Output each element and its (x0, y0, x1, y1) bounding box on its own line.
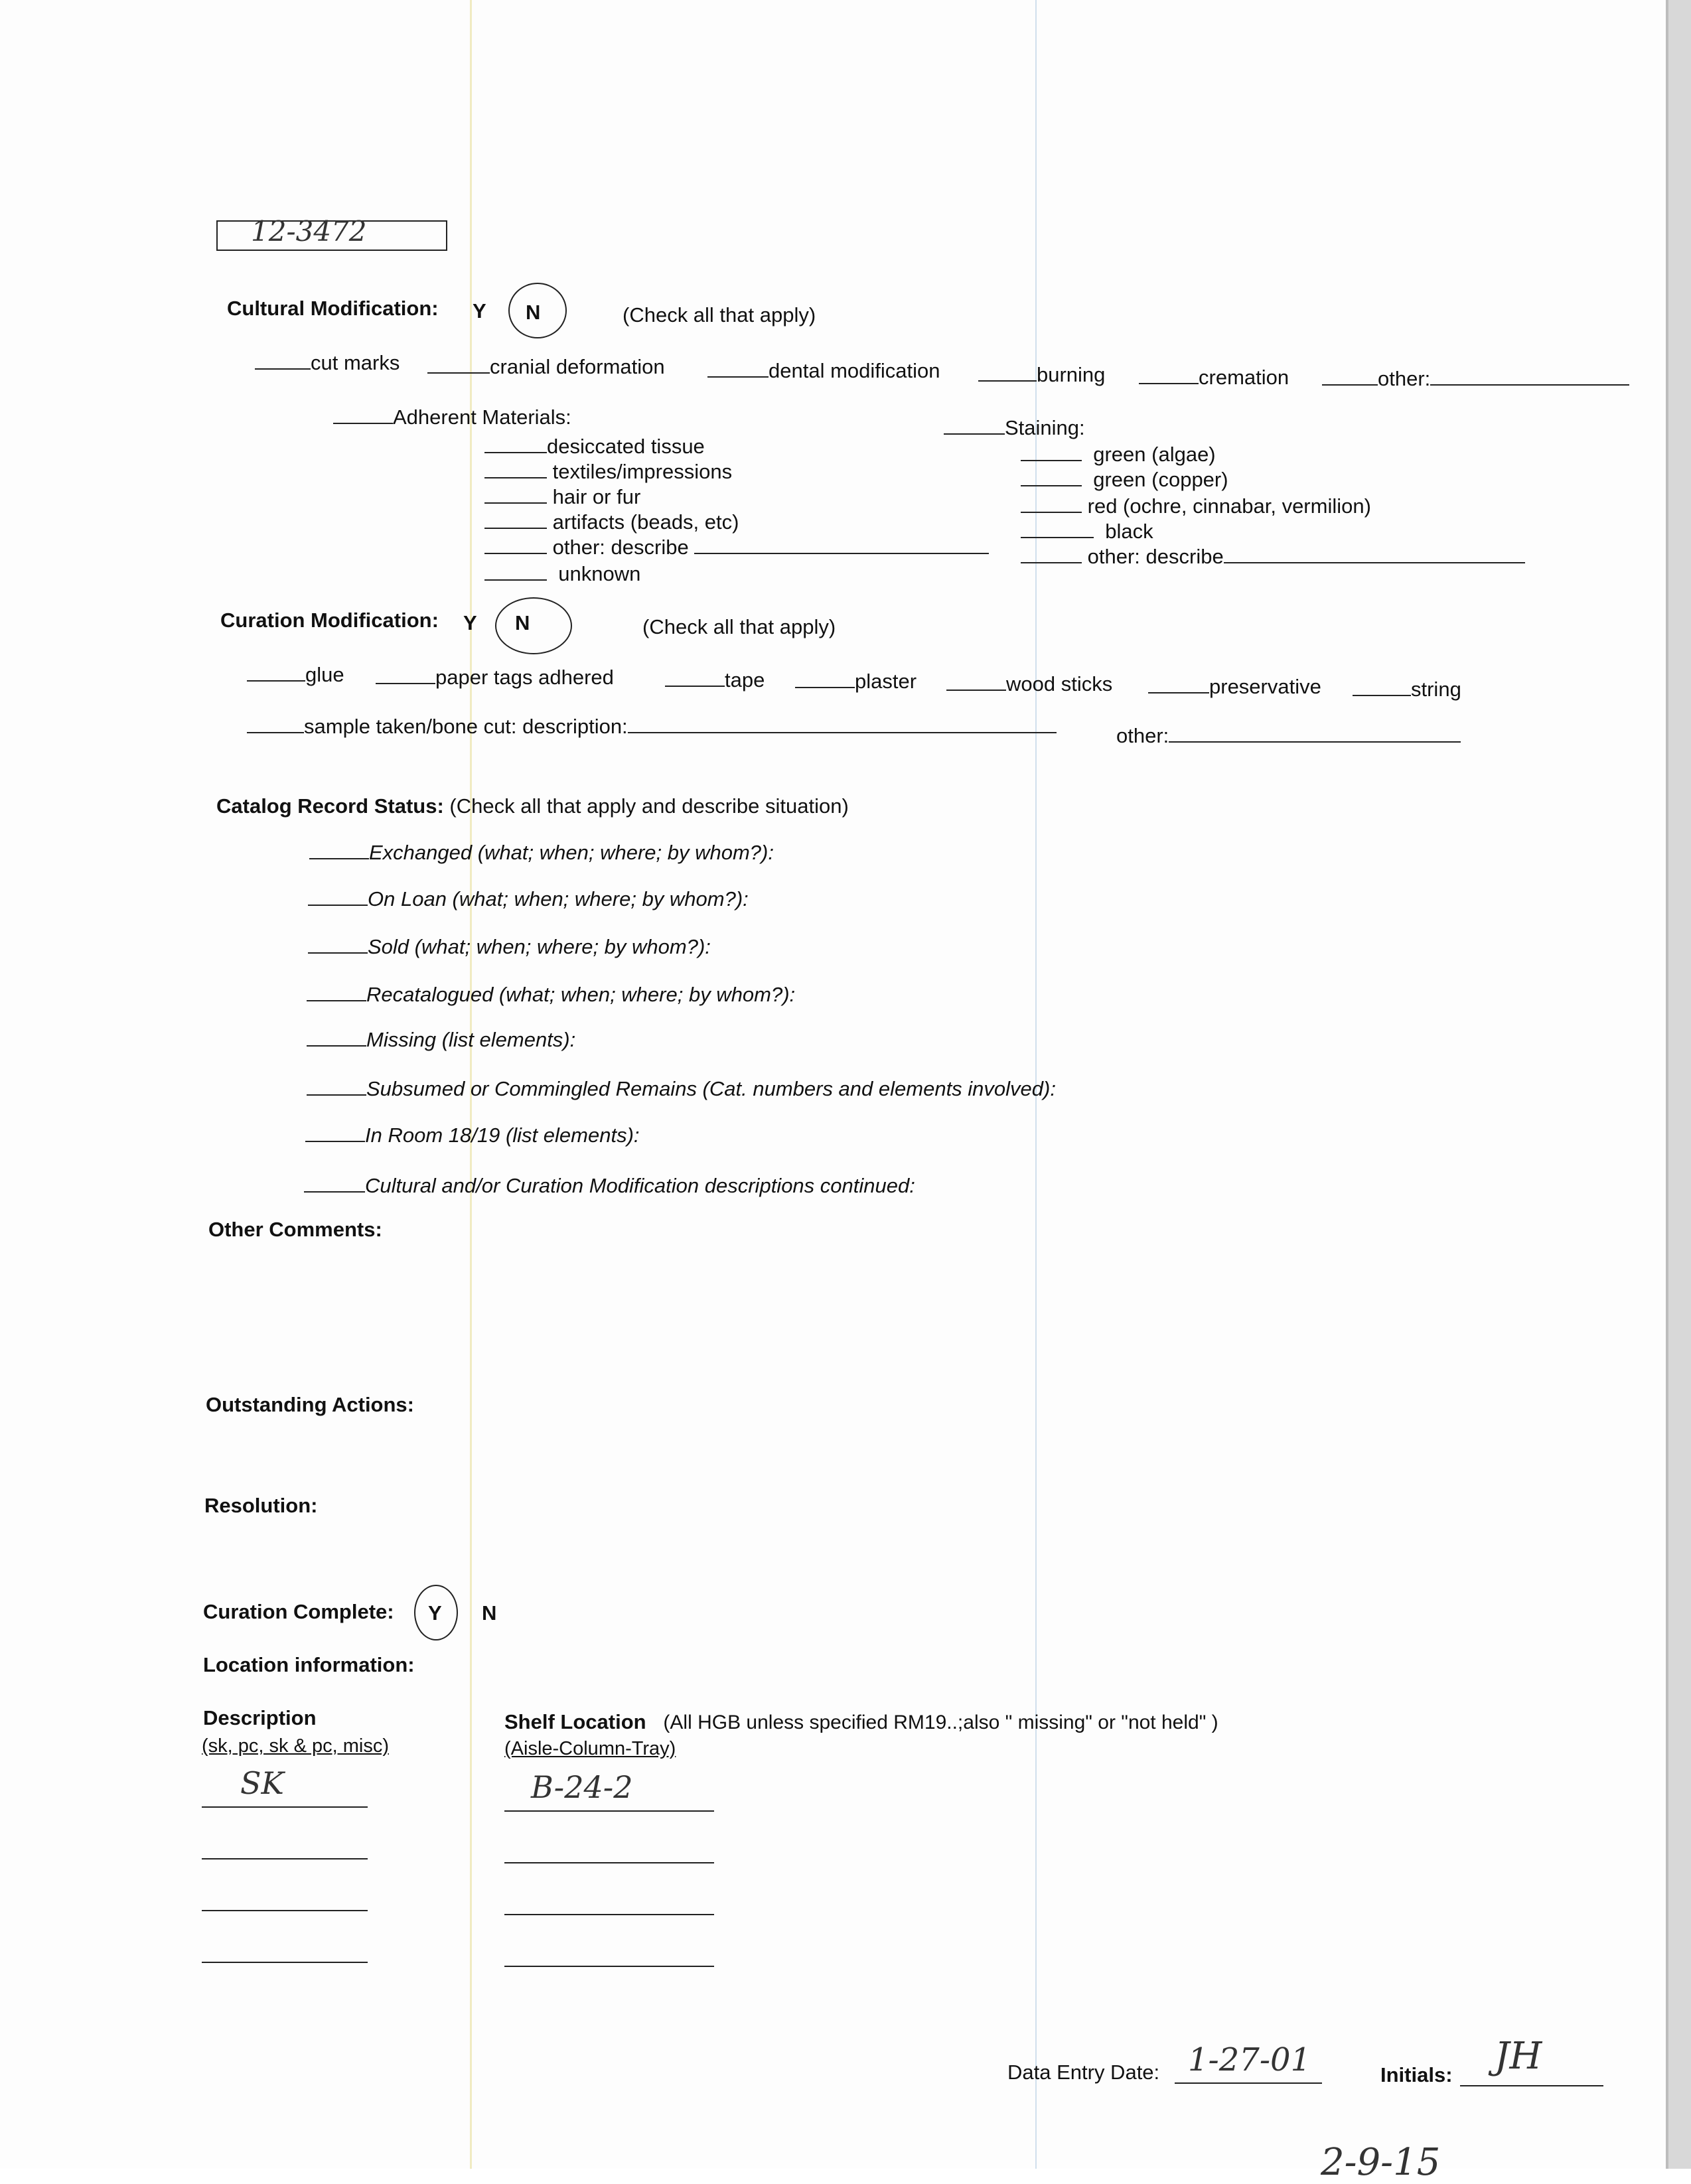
shelf-location-label: Shelf Location (504, 1710, 646, 1733)
outstanding-actions-label: Outstanding Actions: (206, 1393, 414, 1416)
adherent-item-label: textiles/impressions (552, 460, 733, 483)
option-label: cranial deformation (490, 355, 665, 378)
option-preservative[interactable] (1148, 674, 1321, 699)
status-item-label: Subsumed or Commingled Remains (Cat. numbers and elements involved): (366, 1077, 1056, 1100)
catalog-record-status (216, 794, 849, 819)
description-value: SK (240, 1765, 284, 1801)
adherent-label: Adherent Materials: (393, 405, 571, 429)
staining-item-label: red (ochre, cinnabar, vermilion) (1087, 494, 1371, 518)
staining-item[interactable] (1021, 442, 1216, 467)
curation-check-note: (Check all that apply) (642, 615, 836, 638)
catalog-number-box[interactable] (216, 215, 447, 251)
adherent-materials[interactable] (333, 405, 571, 430)
shelf-location-line[interactable] (504, 1810, 714, 1812)
adherent-item[interactable] (484, 484, 640, 510)
cultural-modification-label: Cultural Modification: (227, 297, 439, 320)
adherent-item-label: other: describe (552, 536, 689, 559)
adherent-item[interactable] (484, 510, 739, 535)
option-tape[interactable] (665, 668, 765, 693)
description-sub: (sk, pc, sk & pc, misc) (202, 1735, 389, 1757)
status-item-label: Recatalogued (what; when; where; by whom?): (366, 983, 796, 1006)
option-string[interactable] (1353, 677, 1461, 702)
option-label: wood sticks (1006, 672, 1113, 695)
data-entry-line[interactable] (1175, 2082, 1322, 2084)
status-item-label: Missing (list elements): (366, 1028, 576, 1051)
curation-complete-y[interactable]: Y (428, 1601, 442, 1625)
status-item[interactable] (307, 1076, 1056, 1102)
curation-other-label: other: (1116, 724, 1169, 747)
cultural-check-note: (Check all that apply) (623, 303, 816, 327)
adherent-item[interactable] (484, 459, 732, 484)
description-line[interactable] (202, 1858, 368, 1859)
status-item[interactable] (307, 982, 795, 1007)
option-other[interactable] (1322, 366, 1629, 392)
shelf-location-line[interactable] (504, 1914, 714, 1915)
staining-item[interactable] (1021, 494, 1371, 519)
status-item[interactable] (305, 1123, 640, 1148)
staining-label: Staining: (1005, 416, 1085, 439)
option-dental-modification[interactable] (707, 358, 940, 384)
staining-item[interactable] (1021, 467, 1228, 492)
status-item-label: Exchanged (what; when; where; by whom?): (369, 841, 774, 864)
initials-label: Initials: (1380, 2063, 1453, 2086)
adherent-item[interactable] (484, 535, 989, 560)
option-cremation[interactable] (1139, 365, 1289, 390)
option-label: preservative (1209, 675, 1321, 698)
staining-item-label: green (algae) (1093, 443, 1216, 466)
option-burning[interactable] (978, 362, 1105, 388)
status-item-label: Cultural and/or Curation Modification descriptions continued: (365, 1174, 915, 1197)
adherent-item-label: artifacts (beads, etc) (552, 510, 739, 534)
status-item[interactable] (309, 840, 774, 865)
catalog-record-status-note: (Check all that apply and describe situation) (449, 794, 849, 818)
adherent-item-label: hair or fur (552, 485, 641, 508)
curation-y[interactable]: Y (463, 611, 477, 634)
curation-n-circle (495, 597, 572, 654)
curation-complete-label: Curation Complete: (203, 1600, 394, 1623)
bottom-scrawl: 2-9-15 (1321, 2141, 1441, 2184)
staining-item-label: green (copper) (1093, 468, 1228, 491)
option-label: other: (1378, 367, 1431, 390)
shelf-location-line[interactable] (504, 1862, 714, 1863)
cultural-n-circle (508, 283, 567, 338)
sample-label: sample taken/bone cut: description: (304, 715, 628, 738)
sample-taken-field[interactable] (247, 714, 1057, 739)
option-label: cut marks (311, 351, 400, 374)
shelf-location-note: (All HGB unless specified RM19..;also " missing" or "not held" ) (663, 1711, 1218, 1733)
option-label: plaster (855, 670, 917, 693)
shelf-location-header (504, 1710, 1218, 1735)
data-entry-date: 1-27-01 (1188, 2041, 1311, 2078)
status-item[interactable] (308, 887, 749, 912)
option-paper-tags[interactable] (376, 665, 614, 690)
shelf-location-sub: (Aisle-Column-Tray) (504, 1738, 676, 1759)
curation-modification-label: Curation Modification: (220, 609, 439, 632)
status-item-label: In Room 18/19 (list elements): (365, 1124, 640, 1147)
option-label: paper tags adhered (435, 666, 614, 689)
staining-item[interactable] (1021, 544, 1525, 569)
cultural-n[interactable]: N (526, 301, 541, 324)
adherent-item-label: unknown (558, 562, 641, 585)
adherent-item[interactable] (484, 561, 640, 587)
option-label: cremation (1199, 366, 1289, 389)
data-entry-label: Data Entry Date: (1007, 2061, 1160, 2084)
adherent-item[interactable] (484, 434, 705, 459)
initials-line[interactable] (1460, 2085, 1603, 2086)
status-item-label: Sold (what; when; where; by whom?): (368, 935, 711, 958)
staining-item-label: black (1105, 520, 1153, 543)
option-plaster[interactable] (795, 669, 917, 694)
status-item[interactable] (307, 1027, 575, 1053)
status-item-label: On Loan (what; when; where; by whom?): (368, 887, 749, 910)
description-line[interactable] (202, 1910, 368, 1911)
scan-edge (1668, 0, 1691, 2169)
staining-item-label: other: describe (1087, 545, 1224, 568)
option-label: burning (1037, 363, 1106, 386)
catalog-number: 12-3472 (251, 215, 367, 248)
location-info-label: Location information: (203, 1653, 415, 1676)
status-item[interactable] (304, 1173, 915, 1199)
description-line[interactable] (202, 1806, 368, 1808)
shelf-location-value: B-24-2 (531, 1769, 633, 1805)
staining-item[interactable] (1021, 519, 1153, 544)
option-wood-sticks[interactable] (946, 672, 1112, 697)
staining[interactable] (944, 415, 1085, 441)
resolution-label: Resolution: (204, 1494, 318, 1517)
other-comments-label: Other Comments: (208, 1218, 382, 1241)
option-cranial-deformation[interactable] (427, 354, 665, 380)
initials-value: JH (1495, 2035, 1542, 2078)
description-label: Description (203, 1706, 317, 1729)
option-label: glue (305, 663, 344, 686)
description-line[interactable] (202, 1962, 368, 1963)
option-label: dental modification (769, 359, 940, 382)
curation-complete-n[interactable]: N (482, 1601, 497, 1625)
option-label: tape (725, 668, 765, 692)
option-glue[interactable] (247, 662, 344, 688)
curation-n[interactable]: N (515, 611, 530, 634)
shelf-location-line[interactable] (504, 1966, 714, 1967)
option-cut-marks[interactable] (255, 350, 400, 376)
status-item[interactable] (308, 934, 711, 960)
curation-complete-y-circle (414, 1585, 458, 1640)
catalog-record-status-label: Catalog Record Status: (216, 794, 444, 818)
option-label: string (1411, 678, 1461, 701)
cultural-y[interactable]: Y (473, 299, 486, 323)
adherent-item-label: desiccated tissue (547, 435, 705, 458)
curation-other-field[interactable] (1116, 723, 1461, 749)
